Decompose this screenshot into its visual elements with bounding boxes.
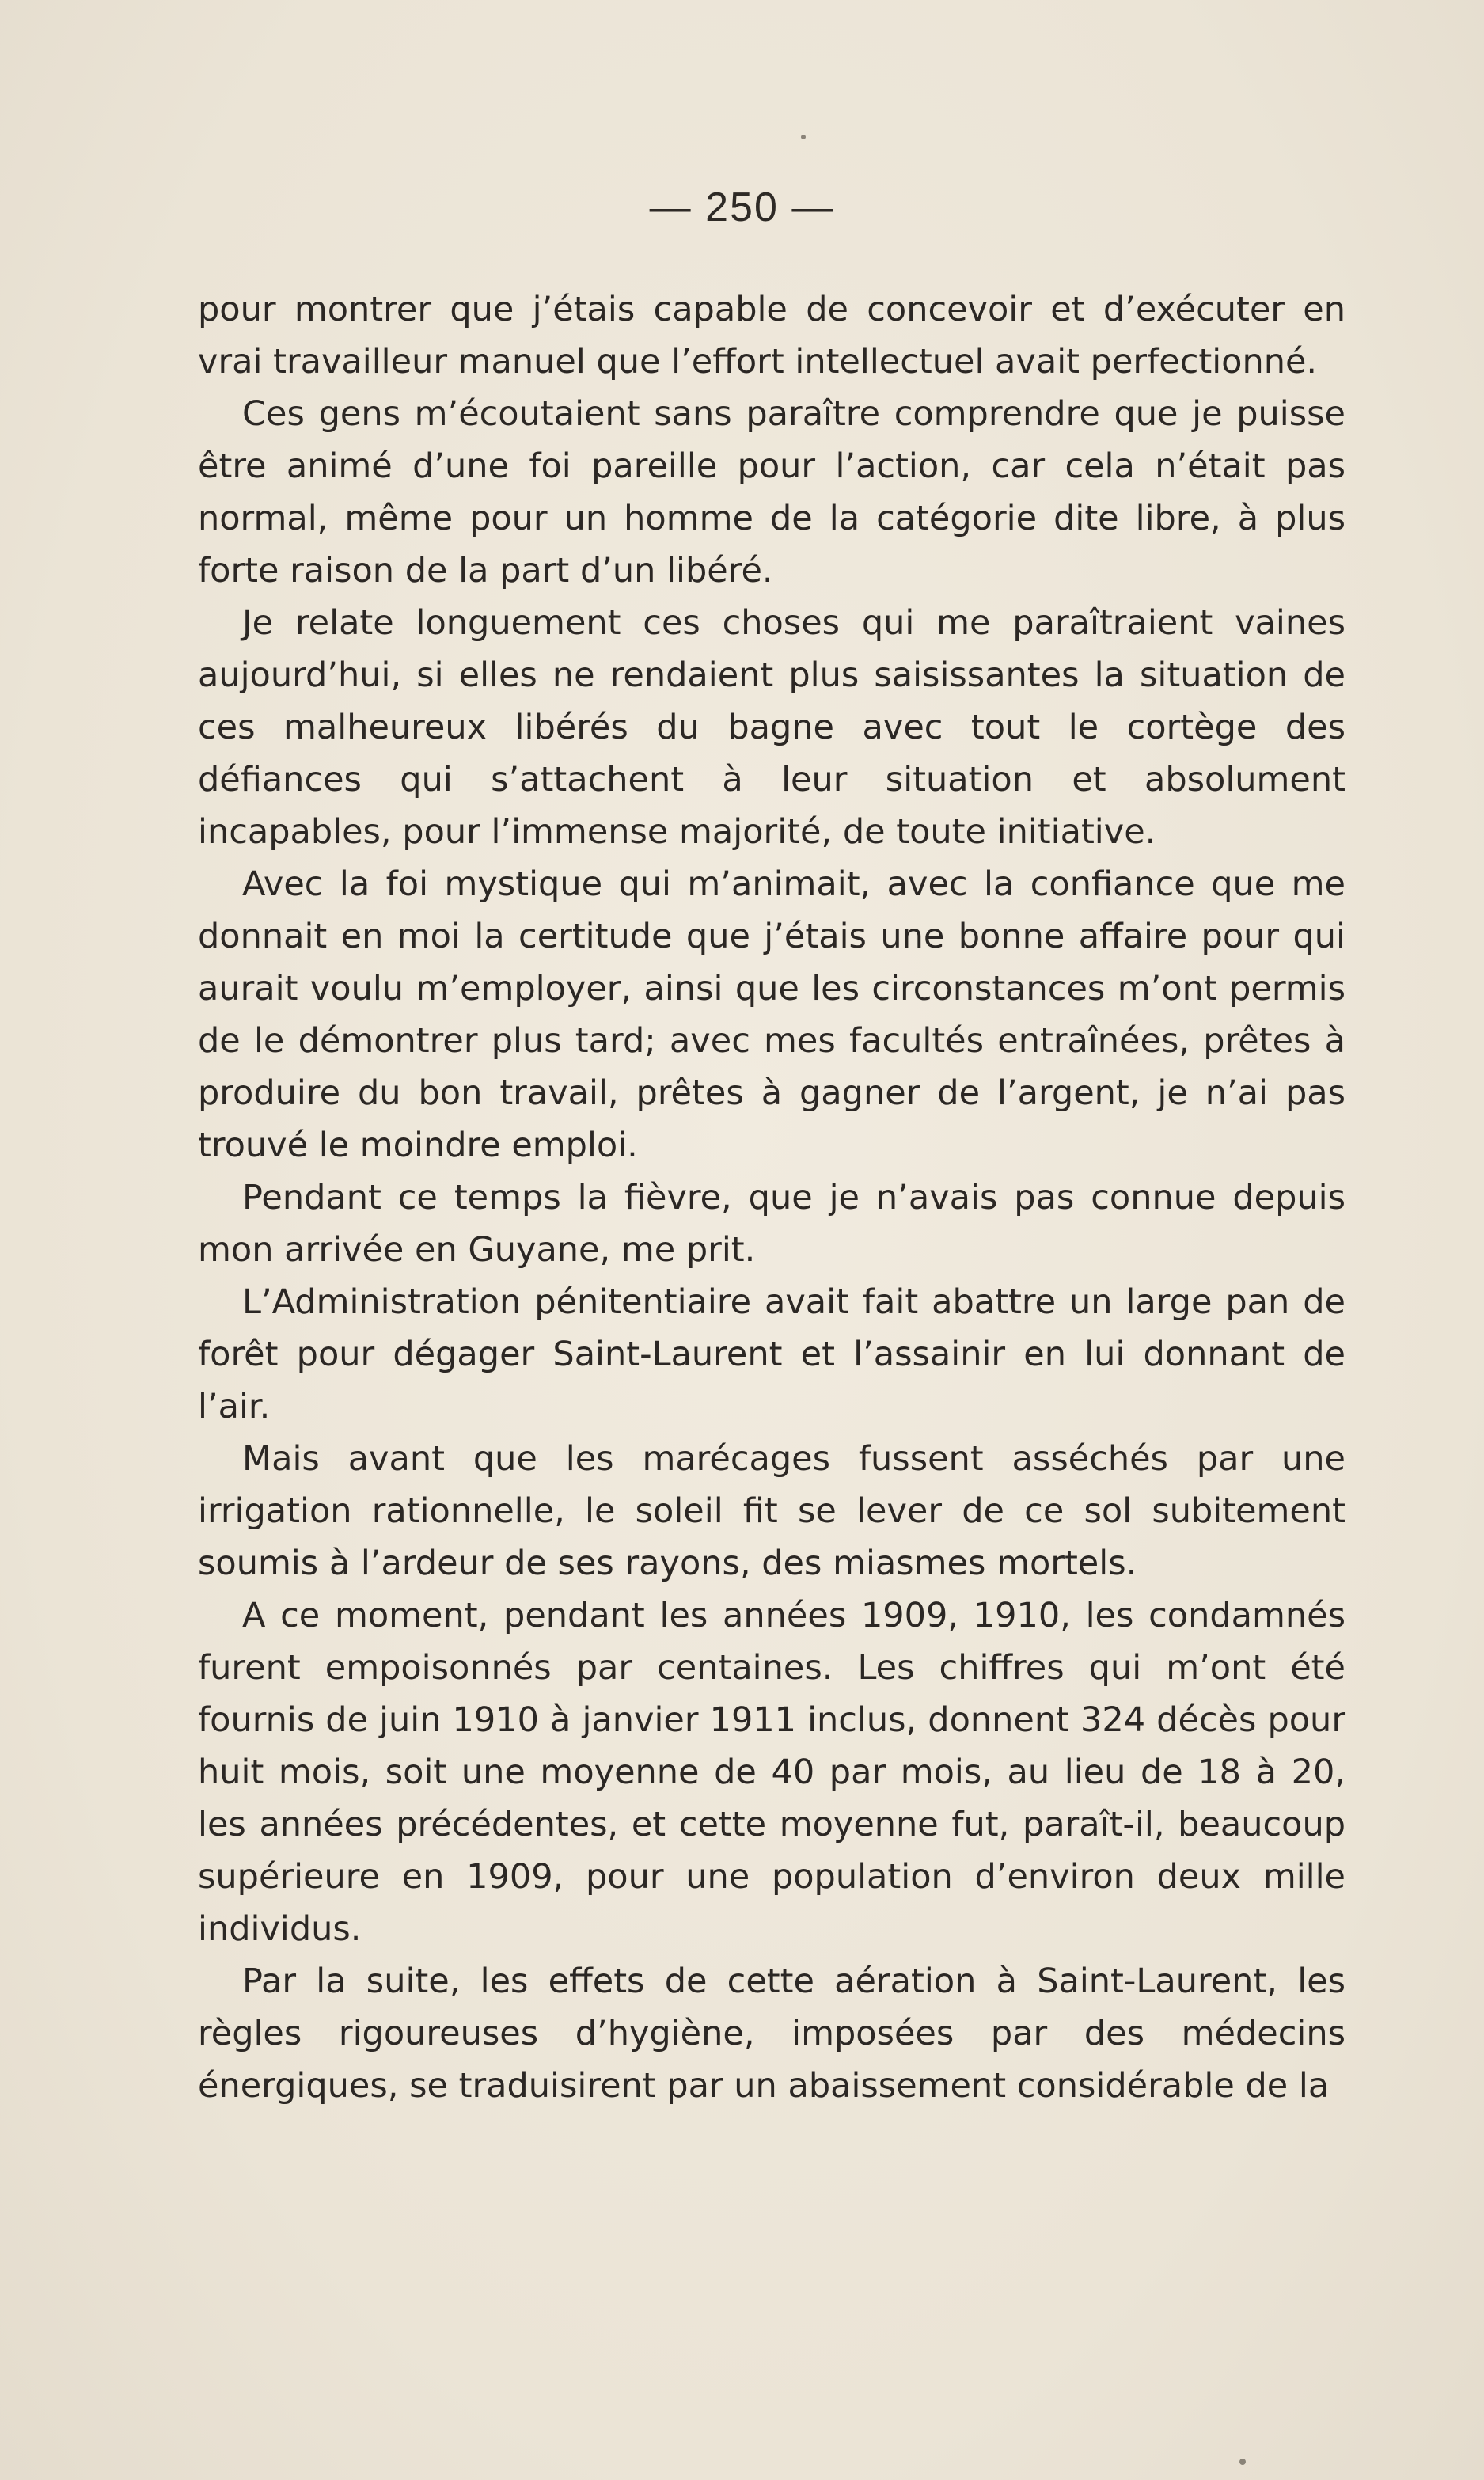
paper-speck: [1239, 2459, 1246, 2465]
body-text: [198, 283, 1345, 2112]
paragraph-8: A ce moment, pendant les années 1909, 1910, les condamnés furent empoisonnés par centaines. Les chiffres qui m’ont été fournis de juin 1910 à janvier 1911 inclus, donnent 324 décès pour huit mois, soit une moyenne de 40 par mois, au lieu de 18 à 20, les années précédentes, et cette moyenne fut, paraît-il, beaucoup supérieure en 1909, pour une population d’environ deux mille individus.: [198, 1596, 1345, 1949]
paragraph-7: Mais avant que les marécages fussent asséchés par une irrigation rationnelle, le soleil fit se lever de ce sol subitement soumis à l’ardeur de ses rayons, des miasmes mortels.: [198, 1439, 1345, 1583]
paragraph-9: Par la suite, les effets de cette aération à Saint-Laurent, les règles rigoureuses d’hygiène, imposées par des médecins énergiques, se traduisirent par un abaissement considérable de la: [198, 1962, 1345, 2106]
page-number: — 250 —: [649, 184, 835, 230]
paragraph-2: Ces gens m’écoutaient sans paraître comprendre que je puisse être animé d’une foi pareille pour l’action, car cela n’était pas normal, même pour un homme de la catégorie dite libre, à plus forte raison de la part d’un libéré.: [198, 394, 1345, 591]
paragraph-4: Avec la foi mystique qui m’animait, avec la confiance que me donnait en moi la certitude que j’étais une bonne affaire pour qui aurait voulu m’employer, ainsi que les circonstances m’ont permis de le démontrer plus tard; avec mes facultés entraînées, prêtes à produire du bon travail, prêtes à gagner de l’argent, je n’ai pas trouvé le moindre emploi.: [198, 864, 1345, 1165]
paper-speck: [801, 135, 806, 139]
paragraph-5: Pendant ce temps la fièvre, que je n’avais pas connue depuis mon arrivée en Guyane, me prit.: [198, 1178, 1345, 1270]
paragraph-6: L’Administration pénitentiaire avait fait abattre un large pan de forêt pour dégager Saint-Laurent et l’assainir en lui donnant de l’air.: [198, 1282, 1345, 1426]
paragraph-3: Je relate longuement ces choses qui me paraîtraient vaines aujourd’hui, si elles ne rendaient plus saisissantes la situation de ces malheureux libérés du bagne avec tout le cortège des défiances qui s’attachent à leur situation et absolument incapables, pour l’immense majorité, de toute initiative.: [198, 603, 1345, 852]
paragraph-1: pour montrer que j’étais capable de concevoir et d’exécuter en vrai travailleur manuel que l’effort intellectuel avait perfectionné.: [198, 290, 1345, 382]
